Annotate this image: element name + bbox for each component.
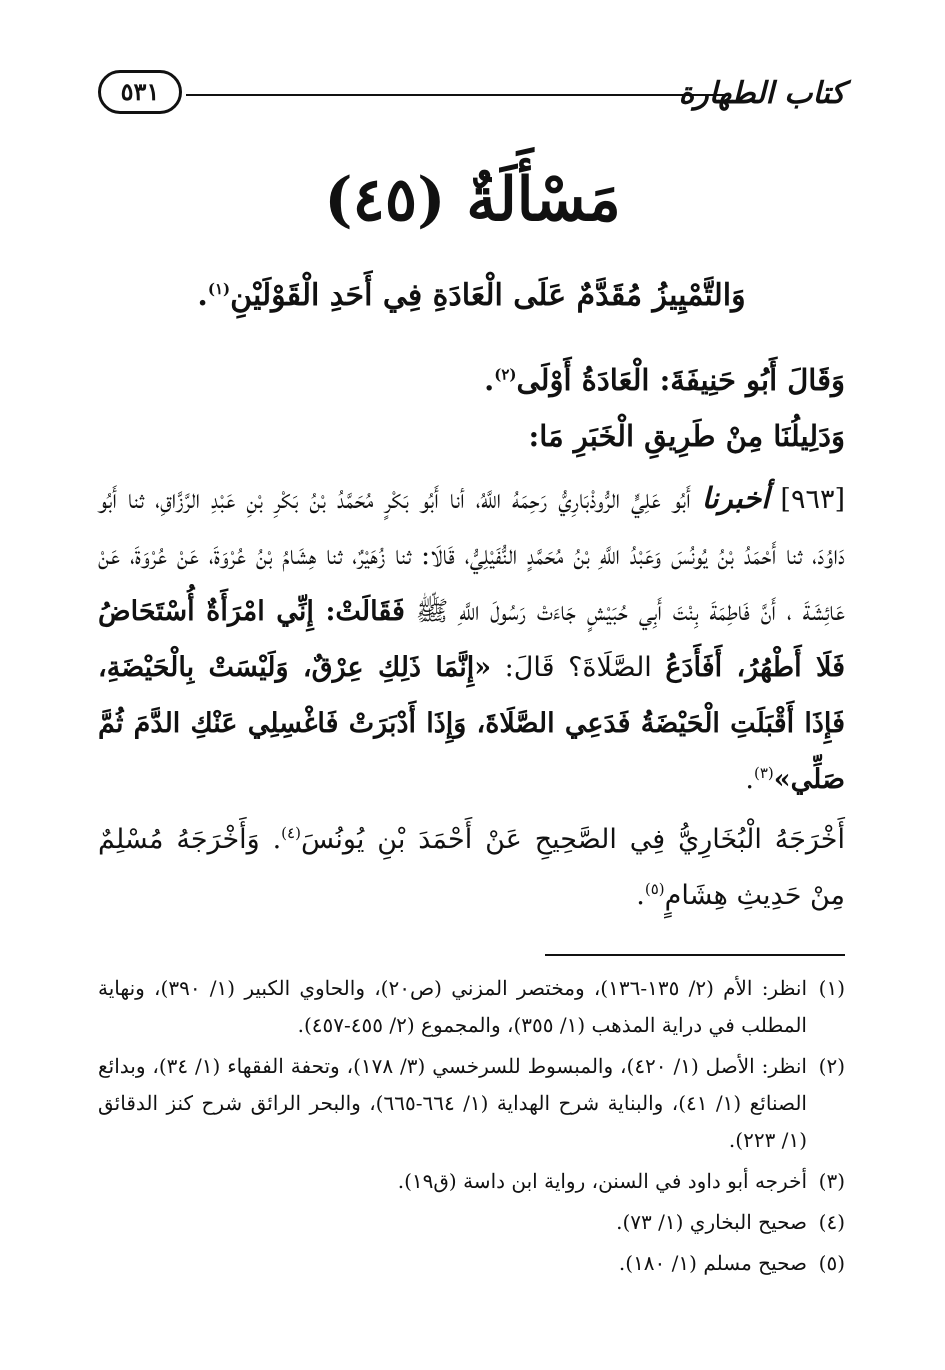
page-number: ٥٣١	[98, 70, 182, 114]
takhrij-bukhari: أَخْرَجَهُ الْبُخَارِيُّ فِي الصَّحِيحِ عَنْ أَحْمَدَ بْنِ يُونُسَ	[300, 824, 845, 855]
footnote-ref-2: (٢)	[494, 365, 517, 384]
footnote-item	[98, 1163, 845, 1200]
akhbarana-word: أخبرنا	[701, 481, 770, 515]
hadith-number: [٩٦٣]	[780, 484, 845, 515]
hadith-matn: «إِنَّمَا ذَلِكِ عِرْقٌ، وَلَيْسَتْ بِالْحَيْضَةِ، فَإِذَا أَقْبَلَتِ الْحَيْضَةُ فَدَعِي الصَّلَاةَ، وَإِذَا أَدْبَرَتْ فَاغْسِلِي عَنْكِ الدَّمَ ثُمَّ صَلِّي»	[98, 652, 845, 795]
abu-hanifa-text: وَقَالَ أَبُو حَنِيفَةَ: الْعَادَةُ أَوْلَى	[516, 363, 845, 397]
footnote-ref-3: (٣)	[753, 764, 774, 782]
hadith-end: .	[745, 764, 754, 795]
issue-statement	[98, 270, 845, 322]
footnote-number: (٣)	[818, 1169, 845, 1193]
footnote-ref-1: (١)	[207, 280, 231, 298]
hadith-isnad: أَبُو عَلِيٍّ الرُّوذْبَارِيُّ رَحِمَهُ اللَّهُ، أنا أَبُو بَكْرٍ مُحَمَّدُ بْنُ بَكْرِ بْنِ عَبْدِ الرَّزَّاقِ، ثنا أَبُو دَاوُدَ، ثنا أَحْمَدُ بْنُ يُونُسَ وَعَبْدُ اللَّهِ بْنُ مُحَمَّدٍ النُّفَيْلِيُّ، قَالَا: ثنا زُهَيْرٌ، ثنا هِشَامُ بْنُ عُرْوَةَ، عَنْ عُرْوَةَ، عَنْ عَائِشَةَ ، أَنَّ فَاطِمَةَ بِنْتَ أَبِي حُبَيْشٍ جَاءَتْ رَسُولَ اللَّهِ ﷺ	[98, 484, 846, 627]
footnote-item	[98, 1245, 845, 1282]
book-title: كتاب الطهارة	[678, 76, 845, 111]
footnote-text: صحيح مسلم (١/ ١٨٠).	[618, 1251, 807, 1275]
header-rule	[186, 94, 727, 96]
footnote-text: انظر: الأصل (١/ ٤٢٠)، والمبسوط للسرخسي (٣/ ١٧٨)، وتحفة الفقهاء (١/ ٣٤)، وبدائع الصنائع (١/ ٤١)، والبناية شرح الهداية (١/ ٦٦٤-٦٦٥)، والبحر الرائق شرح كنز الدقائق (١/ ٢٢٣).	[98, 1054, 807, 1152]
footnote-number: (٢)	[818, 1054, 845, 1078]
abu-hanifa-end: .	[484, 363, 495, 397]
evidence-paragraph: وَدَلِيلُنَا مِنْ طَرِيقِ الْخَبَرِ مَا:	[528, 419, 845, 453]
statement-text: وَالتَّمْيِيزُ مُقَدَّمٌ عَلَى الْعَادَةِ فِي أَحَدِ الْقَوْلَيْنِ	[230, 278, 746, 313]
footnote-number: (٥)	[818, 1251, 845, 1275]
running-header	[98, 70, 845, 116]
footnotes-list	[98, 970, 845, 1286]
footnote-item	[98, 1048, 845, 1159]
hadith-faqalat: فَقَالَتْ: إِنِّي امْرَأَةٌ أُسْتَحَاضُ فَلَا أَطْهُرُ، أَفَأَدَعُ	[98, 596, 845, 683]
footnote-text: صحيح البخاري (١/ ٧٣).	[616, 1210, 807, 1234]
abu-hanifa-paragraph	[98, 352, 845, 408]
footnote-number: (١)	[818, 976, 845, 1000]
main-text	[98, 270, 845, 924]
takhrij-muslim: . وَأَخْرَجَهُ مُسْلِمٌ مِنْ حَدِيثِ هِشَامٍ	[98, 824, 845, 911]
footnote-separator	[545, 954, 845, 956]
footnote-item	[98, 1204, 845, 1241]
hadith-paragraph	[98, 470, 845, 808]
footnote-text: انظر: الأم (٢/ ١٣٥-١٣٦)، ومختصر المزني (ص٢٠)، والحاوي الكبير (١/ ٣٩٠)، ونهاية المطلب في دراية المذهب (١/ ٣٥٥)، والمجموع (٢/ ٤٥٥-٤٥٧).	[98, 976, 807, 1037]
takhrij-end: .	[636, 880, 645, 911]
footnote-ref-4: (٤)	[281, 824, 301, 842]
footnote-ref-5: (٥)	[644, 880, 665, 898]
issue-heading: مَسْأَلَةٌ (٤٥)	[324, 165, 621, 235]
footnote-number: (٤)	[818, 1210, 845, 1234]
hadith-qal: الصَّلَاةَ؟ قَالَ:	[504, 652, 652, 683]
takhrij-paragraph	[98, 812, 845, 924]
footnote-item	[98, 970, 845, 1044]
statement-end: .	[197, 278, 208, 313]
footnote-text: أخرجه أبو داود في السنن، رواية ابن داسة (ق١٩).	[397, 1169, 807, 1193]
